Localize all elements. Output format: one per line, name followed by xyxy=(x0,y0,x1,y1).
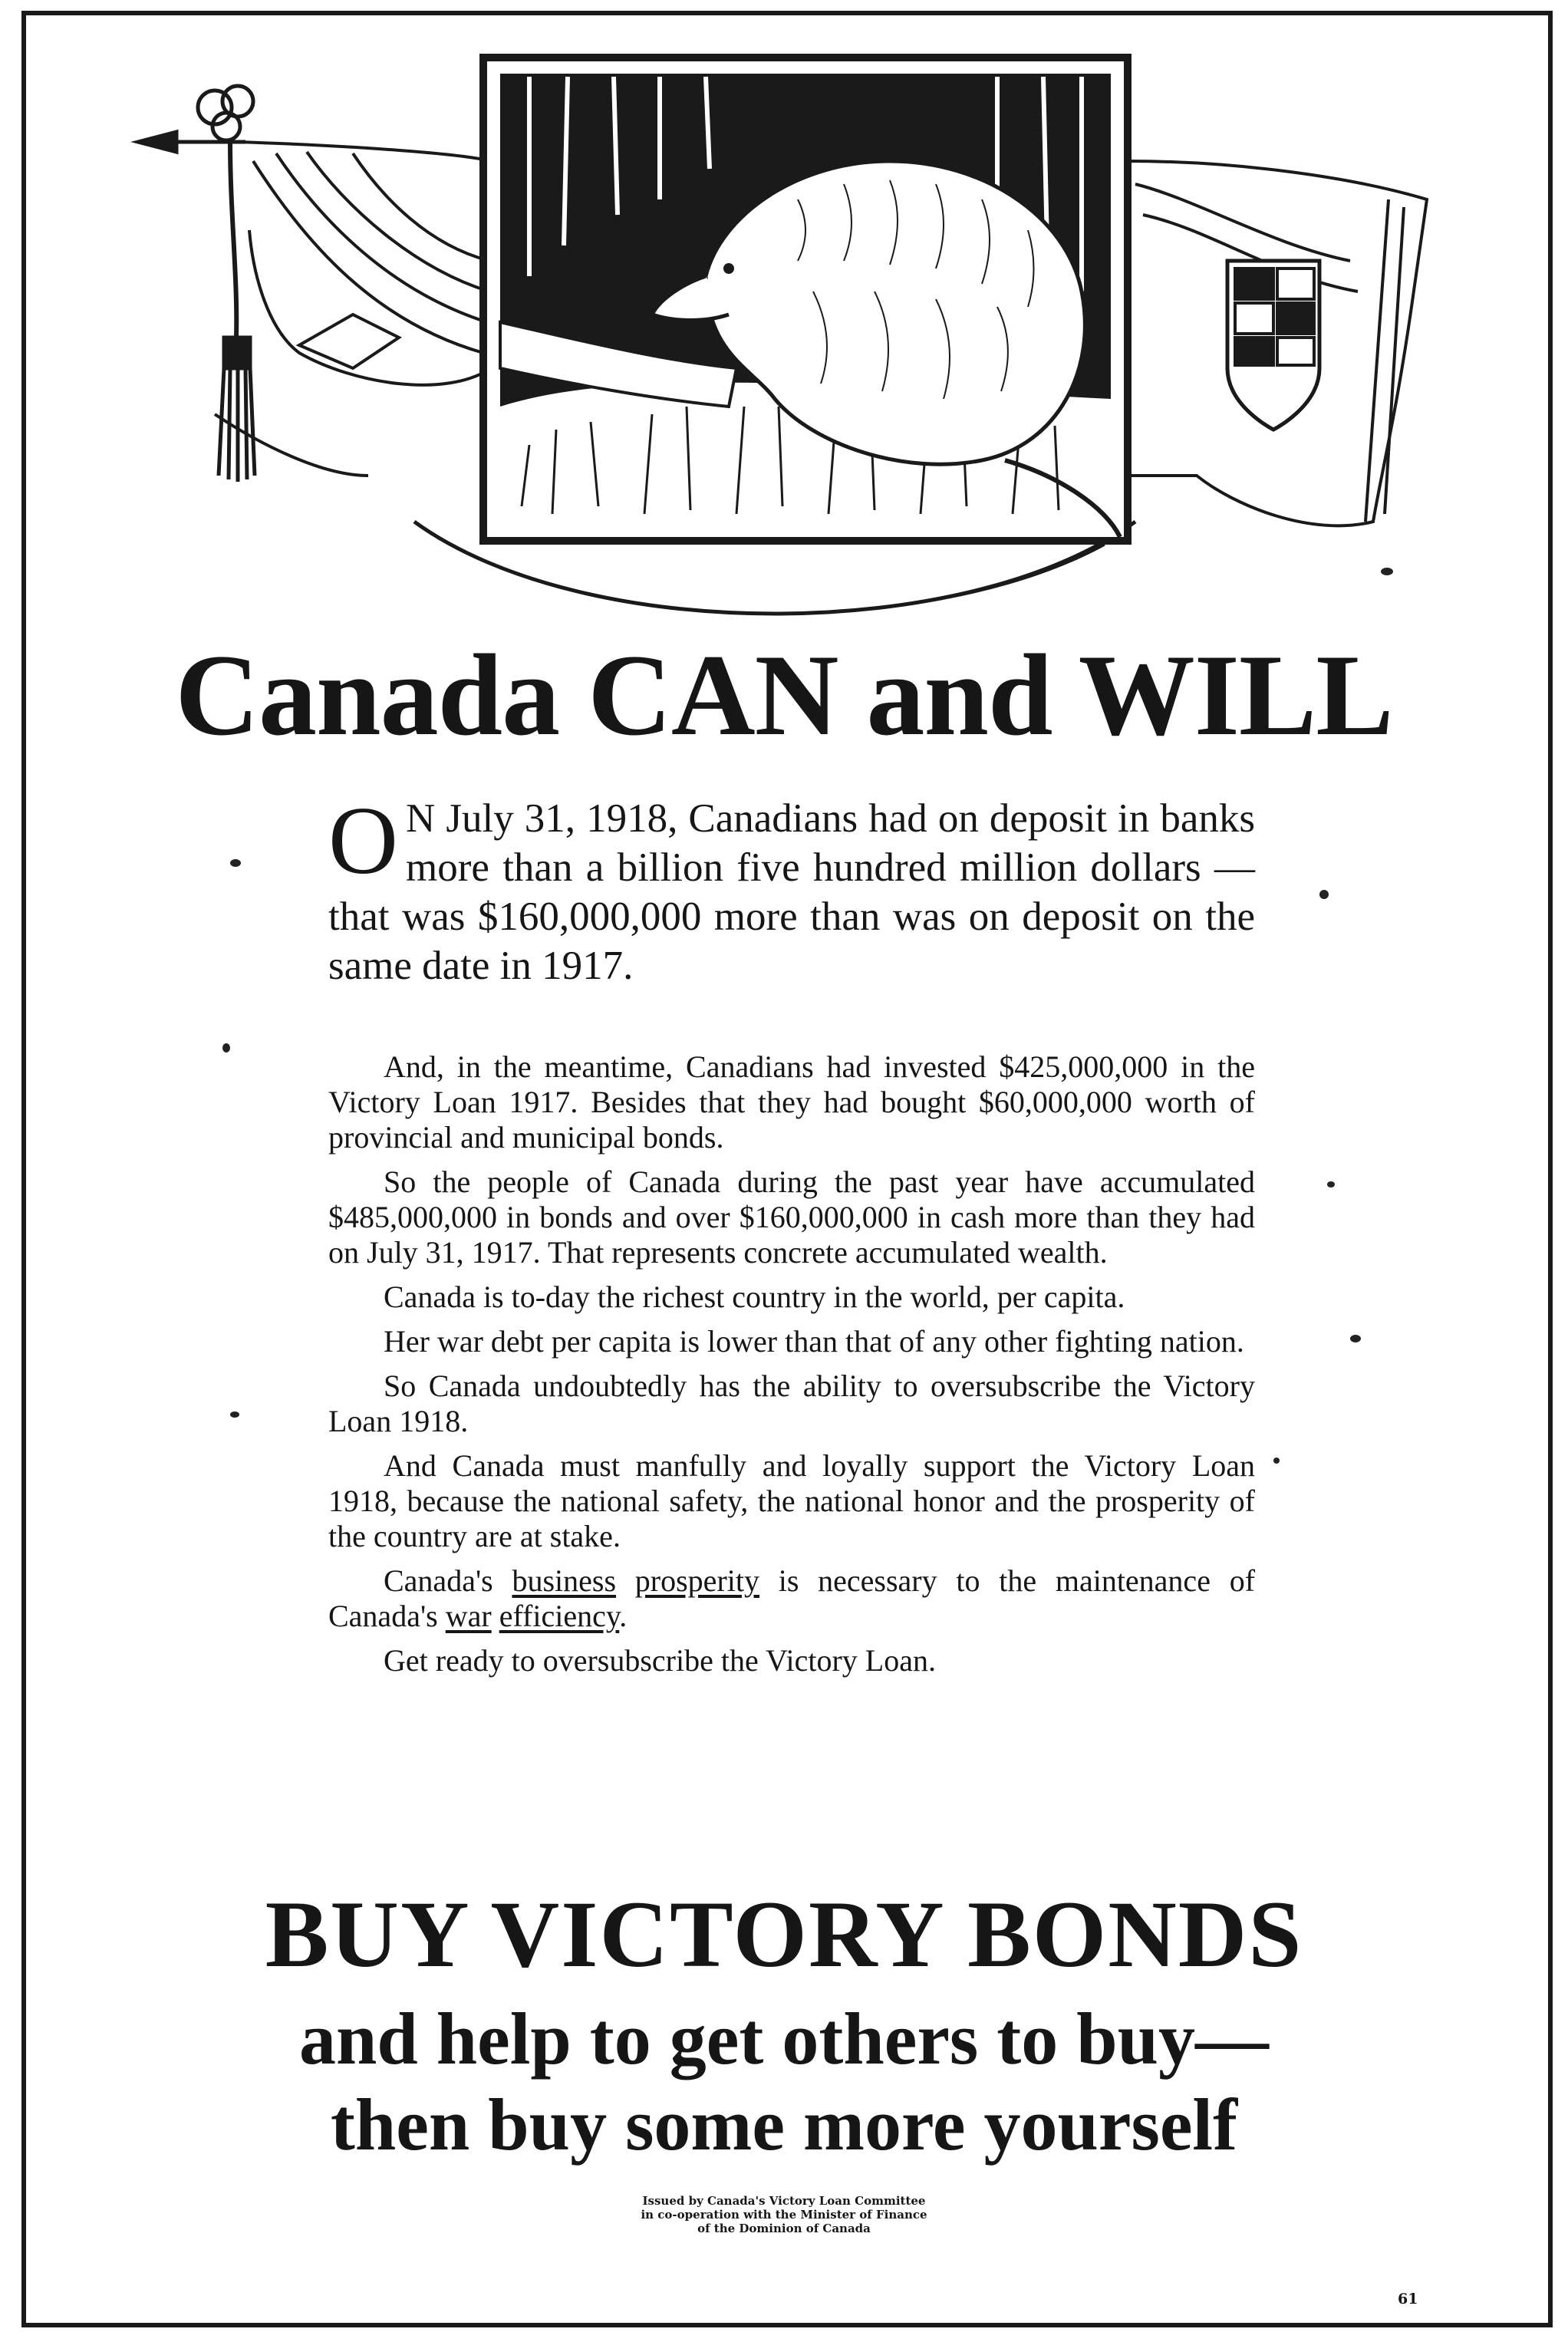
underlined-efficiency: efficiency xyxy=(499,1599,620,1633)
paragraph-support: And Canada must manfully and loyally support the Victory Loan 1918, because the national safety, the national honor and the prosperity of the country are at stake. xyxy=(328,1448,1255,1553)
prosperity-text-5: . xyxy=(619,1599,628,1633)
scan-speck xyxy=(230,859,241,867)
imprint-line-2: in co-operation with the Minister of Finance xyxy=(641,2208,927,2222)
underlined-war: war xyxy=(445,1599,492,1633)
page-number: 61 xyxy=(1398,2291,1418,2307)
underlined-business: business xyxy=(512,1563,617,1598)
right-flag-drape-icon xyxy=(1128,161,1427,525)
prosperity-text-2 xyxy=(616,1563,635,1598)
cta-buy-victory-bonds: BUY VICTORY BONDS xyxy=(265,1882,1303,1987)
beaver-icon xyxy=(483,58,1128,541)
paragraph-investments: And, in the meantime, Canadians had invested $425,000,000 in the Victory Loan 1917. Besides that they had bought $60,000,000 worth of provincial and municipal bonds. xyxy=(328,1049,1255,1155)
paragraph-war-debt: Her war debt per capita is lower than that of any other fighting nation. xyxy=(384,1324,1244,1359)
cta-line-2: and help to get others to buy— xyxy=(298,1998,1270,2080)
left-flag-drape-icon xyxy=(215,142,491,476)
scan-speck xyxy=(1381,568,1393,575)
beaver-flag-illustration xyxy=(123,46,1442,644)
cta-line-3: then buy some more yourself xyxy=(330,2083,1238,2166)
scan-speck xyxy=(222,1043,230,1052)
imprint xyxy=(0,2194,1568,2235)
lead-paragraph xyxy=(328,788,1255,990)
headline: Canada CAN and WILL xyxy=(175,631,1393,759)
paragraph-closing: Get ready to oversubscribe the Victory Loan. xyxy=(384,1643,936,1678)
flagpole-icon xyxy=(138,86,255,482)
prosperity-text-4 xyxy=(492,1599,499,1633)
paragraph-prosperity xyxy=(328,1563,1255,1634)
paragraph-ability: So Canada undoubtedly has the ability to oversubscribe the Victory Loan 1918. xyxy=(328,1369,1255,1438)
lead-text: N July 31, 1918, Canadians had on deposit in banks more than a billion five hundred million dollars — that was $160,000,000 more than was on deposit on the same date in 1917. xyxy=(328,796,1255,988)
imprint-line-1: Issued by Canada's Victory Loan Committee xyxy=(642,2194,926,2208)
scan-speck xyxy=(1327,1181,1335,1187)
imprint-line-3: of the Dominion of Canada xyxy=(697,2222,871,2235)
body-text xyxy=(328,1049,1255,1688)
underlined-prosperity: prosperity xyxy=(634,1563,759,1598)
prosperity-text-3: is necessary to the maintenance of Canada's xyxy=(328,1563,1256,1633)
scan-speck xyxy=(1350,1335,1361,1342)
drop-cap: O xyxy=(328,788,398,894)
paragraph-accumulated-wealth: So the people of Canada during the past year have accumulated $485,000,000 in bonds and over $160,000,000 in cash more than they had on July 31, 1917. That represents concrete accumulated wealth. xyxy=(328,1164,1255,1270)
scan-speck xyxy=(1319,890,1329,899)
prosperity-text-1: Canada's xyxy=(384,1563,512,1598)
scan-speck xyxy=(230,1411,239,1418)
paragraph-richest-country: Canada is to-day the richest country in the world, per capita. xyxy=(384,1280,1125,1314)
scan-speck xyxy=(1273,1458,1280,1464)
